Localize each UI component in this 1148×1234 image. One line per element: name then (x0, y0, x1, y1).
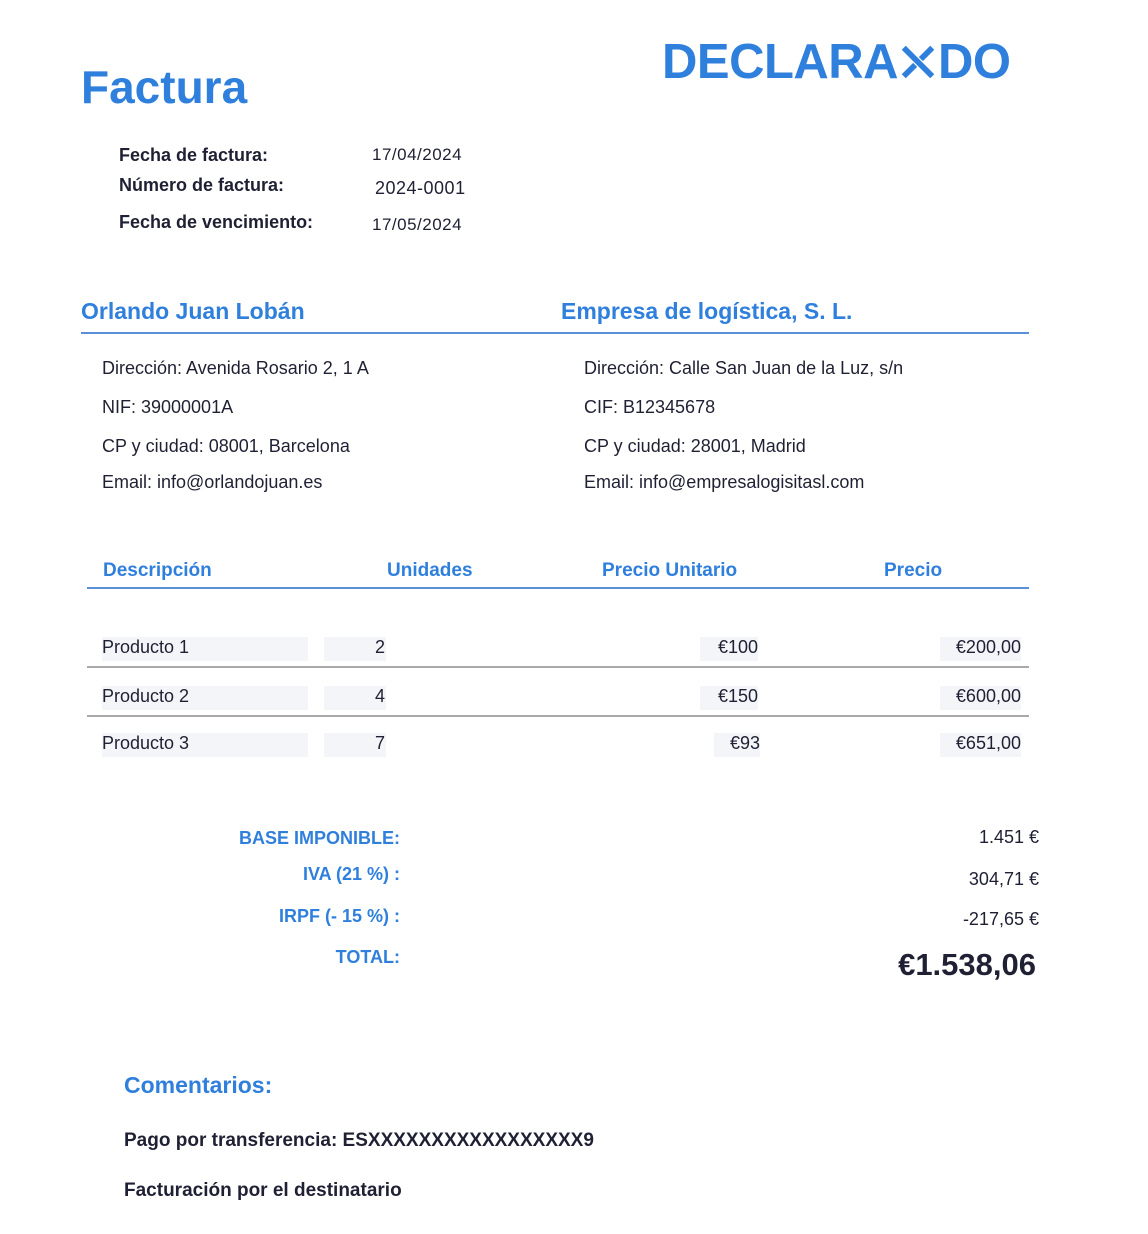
total-label: TOTAL: (335, 947, 400, 967)
due-date-value: 17/05/2024 (372, 215, 463, 234)
base-value: 1.451 € (978, 827, 1039, 847)
client-tax-id: CIF: B12345678 (584, 397, 716, 417)
iva-label: IVA (21 %) : (302, 864, 400, 884)
due-date-label: Fecha de vencimiento: (119, 212, 314, 232)
table-row-3-price: €651,00 (940, 733, 1021, 757)
table-row-divider (87, 715, 1029, 717)
column-header-unit-price: Precio Unitario (602, 560, 738, 581)
invoice-date-value: 17/04/2024 (372, 145, 463, 164)
client-email: Email: info@empresalogisitasl.com (584, 472, 865, 492)
issuer-tax-id: NIF: 39000001A (102, 397, 234, 417)
table-row-2-price: €600,00 (940, 686, 1021, 710)
issuer-name: Orlando Juan Lobán (81, 298, 305, 324)
table-row-1-units: 2 (375, 637, 386, 657)
table-row-3-description: Producto 3 (102, 733, 308, 757)
table-header-divider (87, 587, 1029, 589)
diagonal-cross-n-icon (899, 43, 937, 81)
client-name: Empresa de logística, S. L. (561, 298, 853, 324)
table-row-1-price: €200,00 (940, 637, 1021, 661)
table-row-2-description: Producto 2 (102, 686, 308, 710)
invoice-title: Factura (81, 61, 248, 113)
client-city: CP y ciudad: 28001, Madrid (584, 436, 806, 456)
brand-logo (662, 34, 1011, 90)
table-row-2-units: 4 (375, 686, 386, 706)
client-address: Dirección: Calle San Juan de la Luz, s/n (584, 358, 904, 378)
issuer-address: Dirección: Avenida Rosario 2, 1 A (102, 358, 369, 378)
column-header-price: Precio (884, 560, 943, 581)
table-row-3-units: 7 (375, 733, 386, 753)
table-row-1-units-cell (324, 637, 386, 661)
column-header-units: Unidades (387, 560, 473, 581)
billing-note: Facturación por el destinatario (124, 1180, 402, 1201)
payment-note: Pago por transferencia: ESXXXXXXXXXXXXXXXXX9 (124, 1130, 594, 1151)
irpf-value: -217,65 € (962, 909, 1039, 929)
comments-heading: Comentarios: (124, 1072, 273, 1098)
issuer-city: CP y ciudad: 08001, Barcelona (102, 436, 350, 456)
parties-divider (81, 332, 1029, 334)
table-row-2-unit-price: €150 (700, 686, 758, 710)
invoice-date-label: Fecha de factura: (119, 145, 269, 165)
base-label: BASE IMPONIBLE: (238, 828, 400, 848)
irpf-label: IRPF (- 15 %) : (278, 906, 400, 926)
total-value: €1.538,06 (898, 947, 1036, 982)
iva-value: 304,71 € (968, 869, 1039, 889)
invoice-number-label: Número de factura: (119, 175, 285, 195)
logo-text-part1: DECLARA (662, 35, 899, 89)
table-row-3-unit-price: €93 (714, 733, 760, 757)
issuer-email: Email: info@orlandojuan.es (102, 472, 323, 492)
table-row-1-unit-price: €100 (700, 637, 758, 661)
column-header-description: Descripción (103, 560, 212, 581)
table-row-1-description: Producto 1 (102, 637, 308, 661)
invoice-number-value: 2024-0001 (375, 178, 466, 198)
table-row-2-units-cell (324, 686, 386, 710)
logo-text-part2: DO (938, 35, 1011, 89)
table-row-divider (87, 666, 1029, 668)
table-row-3-units-cell (324, 733, 386, 757)
